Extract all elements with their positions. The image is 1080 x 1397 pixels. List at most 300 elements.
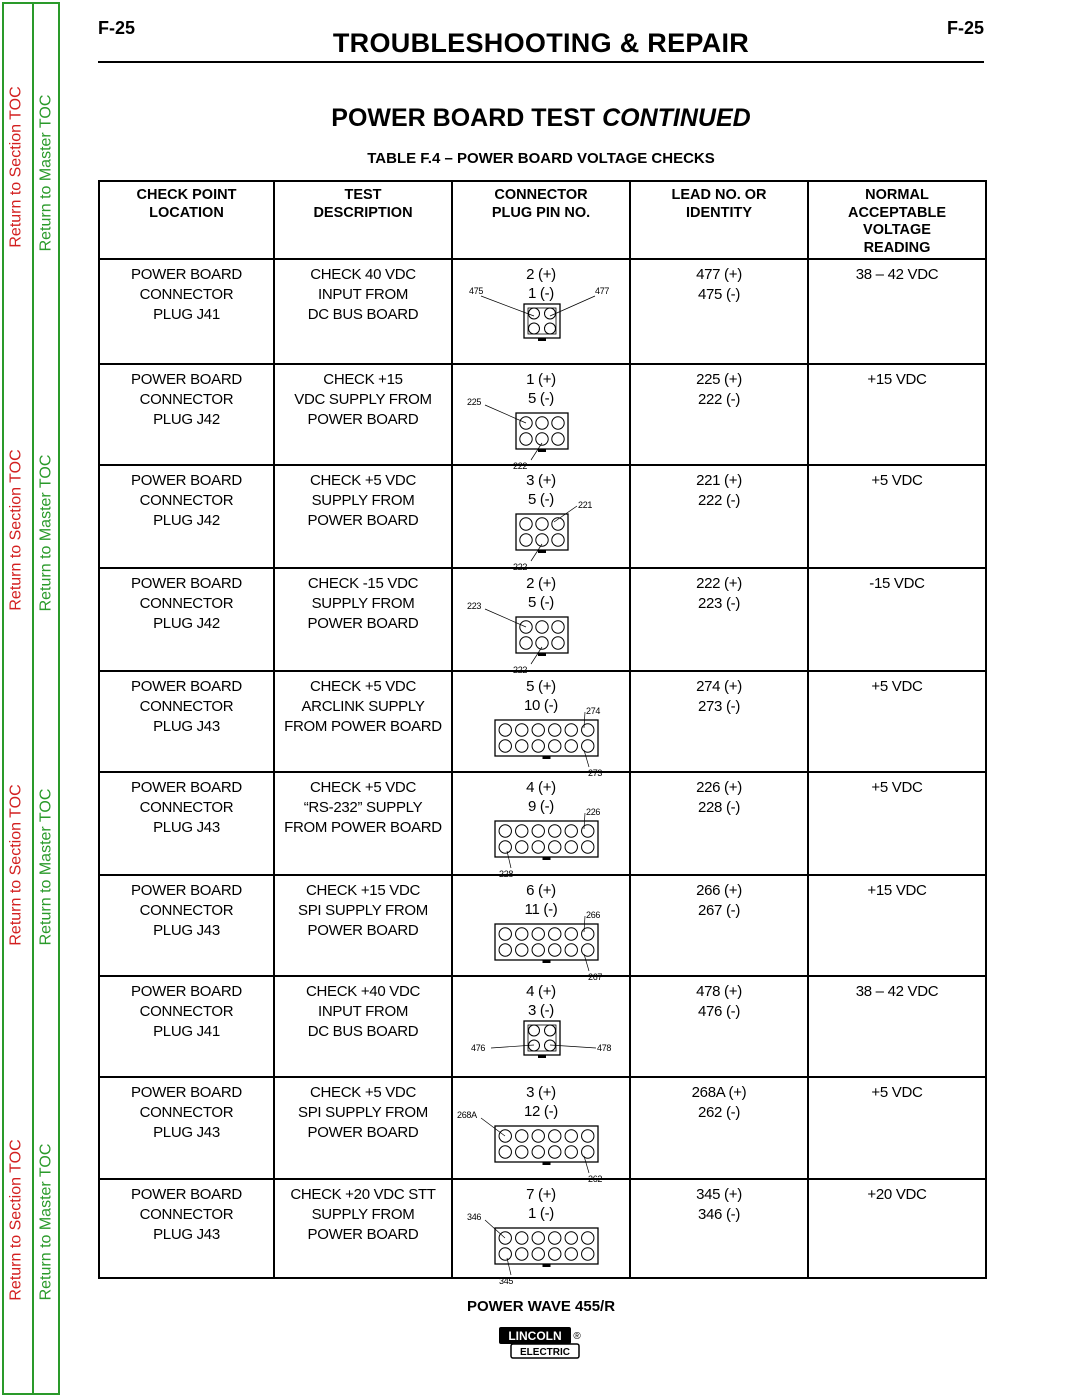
check-point-location-line: CONNECTOR xyxy=(139,492,234,509)
connector-pin xyxy=(532,841,544,853)
connector-pin xyxy=(565,928,577,940)
connector-body xyxy=(495,924,598,960)
lead-identity xyxy=(630,671,808,772)
lead-identity-line: 273 (-) xyxy=(697,698,741,715)
connector-pin xyxy=(549,740,561,752)
connector-pin xyxy=(499,724,511,736)
return-to-master-toc-link[interactable]: Return to Master TOC xyxy=(36,788,54,946)
column-header-line: CHECK POINT xyxy=(136,187,237,203)
connector-cell xyxy=(452,465,630,572)
connector-pin xyxy=(516,1146,528,1158)
test-description-line: SPI SUPPLY FROM xyxy=(298,902,428,919)
connector-pin xyxy=(536,417,548,429)
column-header-line: LEAD NO. OR xyxy=(671,187,767,203)
acceptable-reading xyxy=(808,465,986,568)
lead-identity xyxy=(630,772,808,875)
test-description-line: CHECK +15 xyxy=(323,371,403,388)
connector-pin xyxy=(565,1248,577,1260)
plug-pin-number: 5 (-) xyxy=(528,491,554,508)
connector-pin xyxy=(545,308,556,319)
connector-pin xyxy=(549,928,561,940)
voltage-reading: +5 VDC xyxy=(871,472,923,489)
plug-pins xyxy=(453,778,629,816)
model-name: POWER WAVE 455/R xyxy=(466,1298,616,1315)
check-point-location-line: POWER BOARD xyxy=(131,678,242,695)
connector-pin xyxy=(536,621,548,633)
page-title: TROUBLESHOOTING & REPAIR xyxy=(332,28,750,58)
column-header-line: TEST xyxy=(344,187,382,203)
check-point-location xyxy=(99,259,274,364)
connector-pin xyxy=(532,1130,544,1142)
table-header-row xyxy=(99,181,986,259)
connector-pin xyxy=(499,928,511,940)
plug-pin-number: 2 (+) xyxy=(526,266,556,283)
connector-pin xyxy=(582,841,594,853)
test-description-line: SUPPLY FROM xyxy=(311,595,415,612)
connector-lead-label: 477 xyxy=(595,286,610,296)
connector-cell xyxy=(452,259,630,364)
return-to-master-toc-link[interactable]: Return to Master TOC xyxy=(36,1143,54,1301)
column-header-line: DESCRIPTION xyxy=(313,204,413,221)
check-point-location-line: POWER BOARD xyxy=(131,575,242,592)
test-description-line: CHECK +5 VDC xyxy=(309,472,416,489)
connector-latch xyxy=(543,756,551,759)
check-point-location-line: CONNECTOR xyxy=(139,902,234,919)
connector-lead-label: 262 xyxy=(588,1174,603,1184)
connector-pin xyxy=(565,944,577,956)
test-description xyxy=(274,671,452,772)
acceptable-reading xyxy=(808,1179,986,1278)
connector-pin xyxy=(499,944,511,956)
connector-pin xyxy=(532,1232,544,1244)
connector-lead-label: 226 xyxy=(586,807,601,817)
voltage-reading: +15 VDC xyxy=(867,371,927,388)
connector-body xyxy=(495,1126,598,1162)
lead-identity xyxy=(630,976,808,1077)
check-point-location xyxy=(99,1077,274,1179)
connector-cell xyxy=(452,976,630,1077)
column-header-line: IDENTITY xyxy=(685,204,753,221)
connector-pin xyxy=(552,518,564,530)
check-point-location-line: POWER BOARD xyxy=(131,882,242,899)
lead-identity-line: 228 (-) xyxy=(697,799,741,816)
acceptable-reading xyxy=(808,671,986,772)
connector-pin xyxy=(565,724,577,736)
plug-pin-number: 4 (+) xyxy=(526,779,556,796)
connector-body xyxy=(524,1021,560,1055)
test-description xyxy=(274,465,452,568)
connector-latch xyxy=(538,550,546,553)
lead-identity-line: 345 (+) xyxy=(696,1186,742,1203)
connector-pin xyxy=(516,825,528,837)
lead-identity-line: 274 (+) xyxy=(696,678,742,695)
column-header-line: LOCATION xyxy=(149,204,224,221)
connector-pin xyxy=(516,841,528,853)
lead-identity-line: 222 (-) xyxy=(697,391,741,408)
return-to-section-toc-link[interactable]: Return to Section TOC xyxy=(7,449,25,611)
plug-pins xyxy=(453,982,629,1020)
test-description-line: CHECK 40 VDC xyxy=(310,266,416,283)
connector-lead-label: 475 xyxy=(469,286,484,296)
plug-pin-number: 3 (+) xyxy=(526,1084,556,1101)
test-description-line: DC BUS BOARD xyxy=(307,306,419,323)
connector-lead-label: 228 xyxy=(499,869,514,879)
column-header-line: NORMAL xyxy=(865,187,929,203)
acceptable-reading xyxy=(808,875,986,976)
lead-identity-line: 478 (+) xyxy=(696,983,742,1000)
check-point-location xyxy=(99,875,274,976)
check-point-location-line: CONNECTOR xyxy=(139,1003,234,1020)
check-point-location-line: PLUG J42 xyxy=(153,512,220,529)
test-description-line: CHECK +40 VDC xyxy=(305,983,421,1000)
return-to-master-toc-link[interactable]: Return to Master TOC xyxy=(36,94,54,252)
connector-pin xyxy=(582,928,594,940)
connector-pin xyxy=(582,724,594,736)
test-description xyxy=(274,875,452,976)
voltage-reading: +15 VDC xyxy=(867,882,927,899)
lead-identity xyxy=(630,259,808,364)
check-point-location xyxy=(99,465,274,568)
connector-pin xyxy=(520,534,532,546)
plug-pin-number: 11 (-) xyxy=(524,901,558,918)
connector-lead-label: 274 xyxy=(586,706,601,716)
connector-pin xyxy=(529,1025,540,1036)
plug-pins xyxy=(453,1083,629,1121)
connector-pin xyxy=(565,841,577,853)
test-description xyxy=(274,976,452,1077)
check-point-location-line: PLUG J43 xyxy=(153,718,220,735)
plug-pin-number: 5 (-) xyxy=(528,594,554,611)
test-description-line: FROM POWER BOARD xyxy=(284,819,442,836)
section-title xyxy=(98,104,984,133)
test-description-line: POWER BOARD xyxy=(307,1226,419,1243)
connector-latch xyxy=(538,338,546,341)
plug-pins xyxy=(453,370,629,408)
connector-pin xyxy=(516,1130,528,1142)
test-description xyxy=(274,568,452,671)
connector-pin xyxy=(552,621,564,633)
lead-identity-line: 225 (+) xyxy=(696,371,742,388)
table-row xyxy=(99,465,986,568)
column-header xyxy=(630,181,808,259)
lincoln-electric-logo xyxy=(497,1326,585,1360)
connector-lead-label: 225 xyxy=(467,397,482,407)
connector-lead-label: 267 xyxy=(588,972,603,982)
connector-cell xyxy=(452,1077,630,1184)
voltage-reading: +20 VDC xyxy=(867,1186,927,1203)
test-description-line: CHECK +20 VDC STT xyxy=(290,1186,436,1203)
check-point-location-line: PLUG J42 xyxy=(153,411,220,428)
lead-identity-line: 266 (+) xyxy=(696,882,742,899)
check-point-location xyxy=(99,671,274,772)
connector-pin xyxy=(582,1232,594,1244)
voltage-check-table xyxy=(98,180,987,1286)
test-description-line: CHECK +5 VDC xyxy=(309,779,416,796)
column-header xyxy=(99,181,274,259)
lead-identity-line: 221 (+) xyxy=(696,472,742,489)
table-row xyxy=(99,1179,986,1278)
plug-pin-number: 7 (+) xyxy=(526,1186,556,1203)
title-rule xyxy=(98,61,984,63)
plug-pins xyxy=(453,677,629,715)
test-description-line: SUPPLY FROM xyxy=(311,492,415,509)
connector-pin xyxy=(549,1248,561,1260)
check-point-location xyxy=(99,1179,274,1278)
connector-lead-label: 345 xyxy=(499,1276,514,1286)
connector-pin xyxy=(516,724,528,736)
check-point-location-line: PLUG J43 xyxy=(153,1226,220,1243)
logo-registered-mark: ® xyxy=(573,1331,581,1342)
connector-pin xyxy=(565,1232,577,1244)
check-point-location-line: PLUG J42 xyxy=(153,615,220,632)
lead-identity-line: 267 (-) xyxy=(697,902,741,919)
connector-pin xyxy=(565,825,577,837)
lead-identity-line: 475 (-) xyxy=(697,286,741,303)
plug-pin-number: 3 (-) xyxy=(528,1002,554,1019)
lead-identity-line: 226 (+) xyxy=(696,779,742,796)
connector-body xyxy=(495,821,598,857)
connector-pin xyxy=(516,1232,528,1244)
voltage-reading: -15 VDC xyxy=(869,575,925,592)
connector-pin xyxy=(532,1146,544,1158)
connector-pin xyxy=(516,944,528,956)
connector-pin xyxy=(529,308,540,319)
connector-lead-label: 346 xyxy=(467,1212,482,1222)
test-description-line: SPI SUPPLY FROM xyxy=(298,1104,428,1121)
test-description-line: POWER BOARD xyxy=(307,615,419,632)
connector-lead-label: 221 xyxy=(578,500,593,510)
table-row xyxy=(99,364,986,465)
check-point-location xyxy=(99,364,274,465)
connector-pin xyxy=(549,944,561,956)
test-description-line: CHECK +5 VDC xyxy=(309,1084,416,1101)
connector-pin xyxy=(532,928,544,940)
test-description xyxy=(274,259,452,364)
connector-pin xyxy=(582,740,594,752)
connector-pin xyxy=(532,1248,544,1260)
connector-lead-label: 222 xyxy=(513,665,528,675)
connector-pin xyxy=(582,1248,594,1260)
test-description-line: CHECK +15 VDC xyxy=(305,882,421,899)
check-point-location-line: PLUG J43 xyxy=(153,1124,220,1141)
plug-pins xyxy=(453,574,629,612)
check-point-location-line: POWER BOARD xyxy=(131,266,242,283)
connector-lead-label: 268A xyxy=(457,1110,477,1120)
connector-pin xyxy=(532,724,544,736)
connector-pin xyxy=(549,1232,561,1244)
check-point-location-line: CONNECTOR xyxy=(139,286,234,303)
lead-identity-line: 223 (-) xyxy=(697,595,741,612)
page-number-right: F-25 xyxy=(946,18,984,38)
column-header-line: VOLTAGE xyxy=(863,222,931,238)
sidebar-divider xyxy=(32,4,34,1393)
test-description-line: SUPPLY FROM xyxy=(311,1206,415,1223)
connector-pin xyxy=(565,1146,577,1158)
column-header xyxy=(452,181,630,259)
connector-pin xyxy=(549,1146,561,1158)
acceptable-reading xyxy=(808,1077,986,1179)
connector-lead-label: 266 xyxy=(586,910,601,920)
lead-identity-line: 222 (-) xyxy=(697,492,741,509)
table-row xyxy=(99,772,986,875)
check-point-location-line: PLUG J43 xyxy=(153,819,220,836)
return-to-master-toc-link[interactable]: Return to Master TOC xyxy=(36,454,54,612)
test-description-line: CHECK +5 VDC xyxy=(309,678,416,695)
connector-pin xyxy=(565,740,577,752)
check-point-location-line: CONNECTOR xyxy=(139,1104,234,1121)
connector-pin xyxy=(529,323,540,334)
lead-identity-line: 346 (-) xyxy=(697,1206,741,1223)
connector-body xyxy=(495,720,598,756)
acceptable-reading xyxy=(808,568,986,671)
plug-pins xyxy=(453,265,629,303)
section-title-main: POWER BOARD TEST xyxy=(331,104,603,132)
connector-pin xyxy=(499,841,511,853)
test-description-line: INPUT FROM xyxy=(317,1003,409,1020)
lead-identity xyxy=(630,875,808,976)
acceptable-reading xyxy=(808,976,986,1077)
connector-pin xyxy=(499,740,511,752)
connector-latch xyxy=(543,857,551,860)
connector-pin xyxy=(582,944,594,956)
connector-lead-label: 222 xyxy=(513,461,528,471)
column-header xyxy=(274,181,452,259)
plug-pin-number: 10 (-) xyxy=(523,697,559,714)
column-header-line: READING xyxy=(863,239,931,256)
connector-pin xyxy=(520,518,532,530)
test-description-line: “RS-232” SUPPLY xyxy=(303,799,423,816)
plug-pins xyxy=(453,881,629,919)
connector-pin xyxy=(520,637,532,649)
connector-pin xyxy=(499,1248,511,1260)
connector-pin xyxy=(532,944,544,956)
voltage-reading: +5 VDC xyxy=(871,779,923,796)
connector-pin xyxy=(582,1146,594,1158)
connector-pin xyxy=(552,433,564,445)
connector-latch xyxy=(538,1055,546,1058)
check-point-location-line: POWER BOARD xyxy=(131,371,242,388)
connector-pin xyxy=(545,323,556,334)
connector-cell xyxy=(452,671,630,778)
lead-identity xyxy=(630,1077,808,1179)
check-point-location-line: CONNECTOR xyxy=(139,698,234,715)
voltage-reading: 38 – 42 VDC xyxy=(855,983,939,1000)
check-point-location-line: PLUG J41 xyxy=(153,1023,220,1040)
connector-cell xyxy=(452,364,630,471)
check-point-location-line: POWER BOARD xyxy=(131,779,242,796)
connector-latch xyxy=(538,653,546,656)
test-description-line: CHECK -15 VDC xyxy=(307,575,419,592)
check-point-location-line: POWER BOARD xyxy=(131,1186,242,1203)
connector-pin xyxy=(499,825,511,837)
test-description xyxy=(274,772,452,875)
lead-identity-line: 476 (-) xyxy=(697,1003,741,1020)
return-to-section-toc-link[interactable]: Return to Section TOC xyxy=(7,86,25,248)
return-to-section-toc-link[interactable]: Return to Section TOC xyxy=(7,1139,25,1301)
column-header-line: PLUG PIN NO. xyxy=(491,204,591,221)
table-row xyxy=(99,259,986,364)
connector-pin xyxy=(532,825,544,837)
column-header-line: CONNECTOR xyxy=(494,187,588,203)
section-title-continued: CONTINUED xyxy=(602,104,751,132)
voltage-reading: +5 VDC xyxy=(871,678,923,695)
connector-pin xyxy=(532,740,544,752)
connector-pin xyxy=(549,1130,561,1142)
connector-pin xyxy=(545,1025,556,1036)
connector-lead-label: 222 xyxy=(513,562,528,572)
logo-electric-text: ELECTRIC xyxy=(520,1347,570,1358)
connector-body xyxy=(524,304,560,338)
connector-pin xyxy=(549,724,561,736)
connector-latch xyxy=(538,449,546,452)
plug-pin-number: 6 (+) xyxy=(526,882,556,899)
test-description-line: INPUT FROM xyxy=(317,286,409,303)
table-row xyxy=(99,875,986,976)
plug-pin-number: 3 (+) xyxy=(526,472,556,489)
connector-pin xyxy=(536,518,548,530)
lead-identity xyxy=(630,568,808,671)
test-description-line: ARCLINK SUPPLY xyxy=(301,698,425,715)
connector-pin xyxy=(520,433,532,445)
check-point-location-line: PLUG J41 xyxy=(153,306,220,323)
table-row xyxy=(99,976,986,1077)
page-number-left: F-25 xyxy=(98,18,136,38)
connector-pin xyxy=(499,1130,511,1142)
lead-identity-line: 222 (+) xyxy=(696,575,742,592)
plug-pin-number: 9 (-) xyxy=(528,798,554,815)
voltage-reading: 38 – 42 VDC xyxy=(855,266,939,283)
plug-pin-number: 1 (-) xyxy=(528,285,554,302)
lead-identity xyxy=(630,364,808,465)
acceptable-reading xyxy=(808,772,986,875)
check-point-location xyxy=(99,568,274,671)
test-description-line: POWER BOARD xyxy=(307,922,419,939)
test-description xyxy=(274,1077,452,1179)
connector-pin xyxy=(549,841,561,853)
plug-pin-number: 5 (-) xyxy=(528,390,554,407)
connector-body xyxy=(495,1228,598,1264)
acceptable-reading xyxy=(808,259,986,364)
lead-identity-line: 477 (+) xyxy=(696,266,742,283)
connector-pin xyxy=(516,928,528,940)
connector-latch xyxy=(543,960,551,963)
check-point-location-line: POWER BOARD xyxy=(131,983,242,1000)
return-to-section-toc-link[interactable]: Return to Section TOC xyxy=(7,784,25,946)
table-title: TABLE F.4 – POWER BOARD VOLTAGE CHECKS xyxy=(367,150,715,167)
test-description-line: DC BUS BOARD xyxy=(307,1023,419,1040)
acceptable-reading xyxy=(808,364,986,465)
connector-pin xyxy=(582,1130,594,1142)
test-description-line: FROM POWER BOARD xyxy=(284,718,442,735)
connector-pin xyxy=(582,825,594,837)
connector-pin xyxy=(552,637,564,649)
plug-pin-number: 1 (-) xyxy=(528,1205,554,1222)
connector-pin xyxy=(552,417,564,429)
check-point-location-line: CONNECTOR xyxy=(139,1206,234,1223)
table-row xyxy=(99,568,986,671)
check-point-location-line: POWER BOARD xyxy=(131,472,242,489)
column-header xyxy=(808,181,986,259)
lead-identity xyxy=(630,465,808,568)
plug-pin-number: 1 (+) xyxy=(526,371,556,388)
connector-pin xyxy=(549,825,561,837)
voltage-reading: +5 VDC xyxy=(871,1084,923,1101)
plug-pin-number: 2 (+) xyxy=(526,575,556,592)
connector-pin xyxy=(499,1146,511,1158)
check-point-location-line: PLUG J43 xyxy=(153,922,220,939)
check-point-location-line: CONNECTOR xyxy=(139,799,234,816)
table-row xyxy=(99,1077,986,1179)
